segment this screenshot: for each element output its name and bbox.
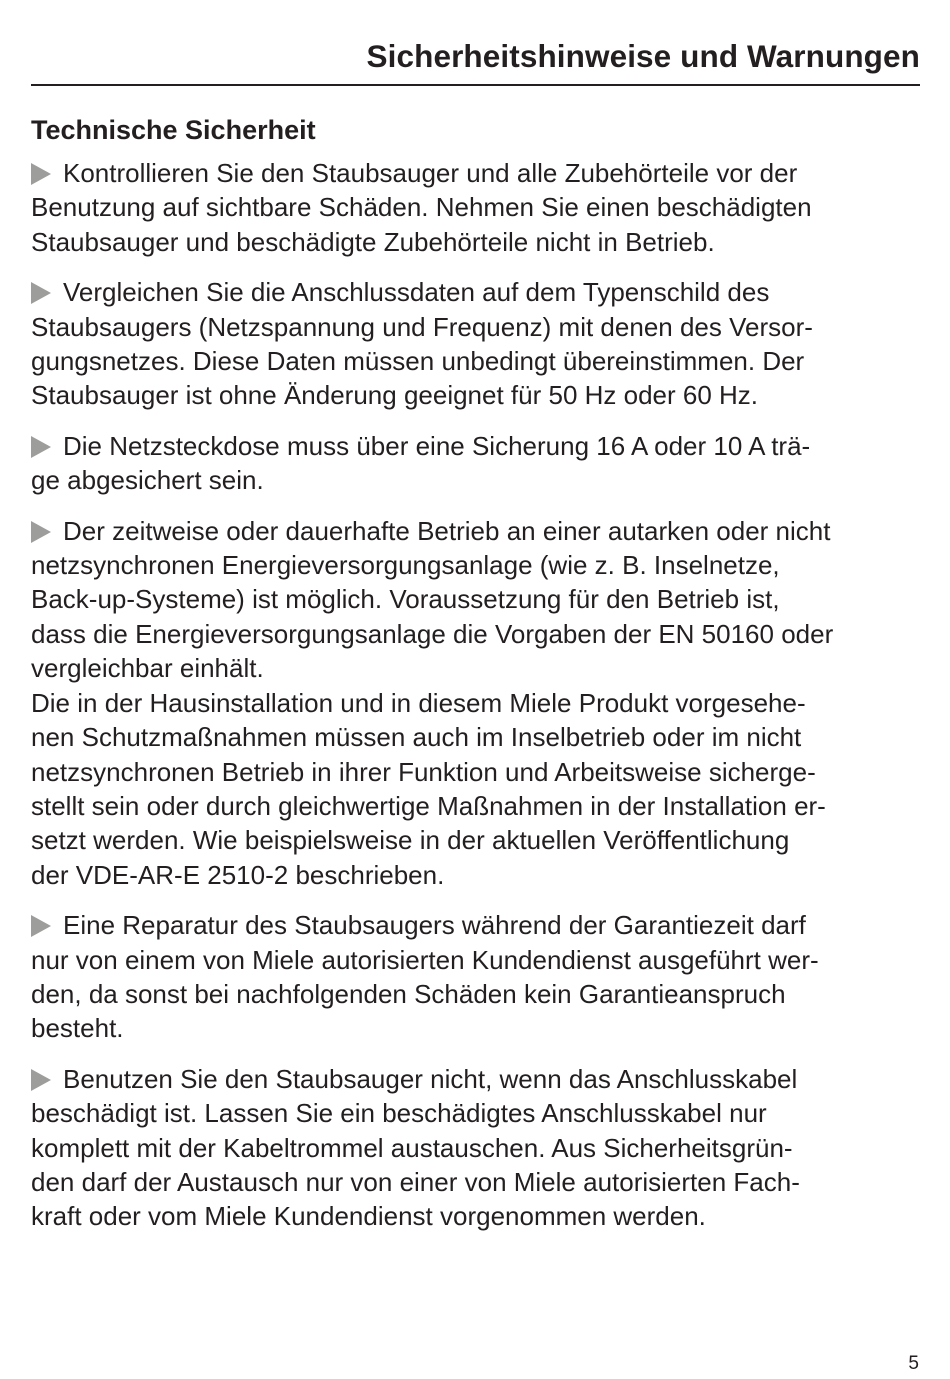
triangle-right-icon — [31, 436, 51, 458]
instruction-line — [31, 789, 924, 823]
instruction-text: komplett mit der Kabeltrommel austauschen. Aus Sicherheitsgrün- — [31, 1132, 793, 1163]
instruction-line — [31, 378, 924, 412]
instruction-line — [31, 429, 924, 463]
instruction-line — [31, 514, 924, 548]
instruction-line — [31, 1165, 924, 1199]
instruction-text: Kontrollieren Sie den Staubsauger und alle Zubehörteile vor der — [63, 158, 798, 188]
instruction-text: den, da sonst bei nachfolgenden Schäden kein Garantieanspruch — [31, 978, 786, 1009]
instruction-text: dass die Energieversorgungsanlage die Vorgaben der EN 50160 oder — [31, 618, 834, 649]
instruction-text: nen Schutzmaßnahmen müssen auch im Inselbetrieb oder im nicht — [31, 722, 802, 753]
safety-instruction — [31, 429, 924, 498]
instruction-line — [31, 823, 924, 857]
instruction-line — [31, 190, 924, 224]
instruction-text: Staubsaugers (Netzspannung und Frequenz) mit denen des Versor- — [31, 311, 813, 342]
instruction-text: besteht. — [31, 1013, 124, 1044]
instruction-text: der VDE-AR-E 2510-2 beschrieben. — [31, 859, 445, 890]
instruction-text: stellt sein oder durch gleichwertige Maßnahmen in der Installation er- — [31, 790, 826, 821]
instruction-text: Die in der Hausinstallation und in diesem Miele Produkt vorgesehe- — [31, 687, 806, 718]
instruction-text: Der zeitweise oder dauerhafte Betrieb an einer autarken oder nicht — [63, 515, 831, 546]
instruction-text: ge abgesichert sein. — [31, 465, 264, 496]
instruction-text: beschädigt ist. Lassen Sie ein beschädigtes Anschlusskabel nur — [31, 1098, 767, 1129]
safety-instruction — [31, 275, 924, 413]
instruction-line — [31, 1199, 924, 1233]
safety-instruction — [31, 156, 924, 259]
triangle-right-icon — [31, 521, 51, 543]
instruction-line — [31, 755, 924, 789]
instruction-text: Benutzen Sie den Staubsauger nicht, wenn das Anschlusskabel — [63, 1063, 798, 1094]
instruction-line — [31, 943, 924, 977]
instruction-text: setzt werden. Wie beispielsweise in der aktuellen Veröffentlichung — [31, 825, 790, 856]
instruction-text: netzsynchronen Energieversorgungsanlage (wie z. B. Inselnetze, — [31, 550, 780, 581]
instruction-line — [31, 344, 924, 378]
page-header — [31, 36, 920, 86]
instruction-line — [31, 720, 924, 754]
safety-instruction — [31, 514, 924, 892]
triangle-right-icon — [31, 282, 51, 304]
instruction-line — [31, 858, 924, 892]
instruction-text: Staubsauger ist ohne Änderung geeignet für 50 Hz oder 60 Hz. — [31, 380, 759, 411]
instruction-text: vergleichbar einhält. — [31, 653, 264, 684]
page-number: 5 — [908, 1353, 919, 1374]
instruction-text: gungsnetzes. Diese Daten müssen unbedingt übereinstimmen. Der — [31, 346, 805, 377]
safety-instruction — [31, 1062, 924, 1234]
instruction-line — [31, 310, 924, 344]
instruction-line — [31, 908, 924, 942]
instruction-line — [31, 617, 924, 651]
instruction-line — [31, 1011, 924, 1045]
instruction-line — [31, 582, 924, 616]
instruction-line — [31, 548, 924, 582]
instruction-line — [31, 1062, 924, 1096]
instruction-text: Staubsauger und beschädigte Zubehörteile nicht in Betrieb. — [31, 226, 715, 257]
instruction-line — [31, 686, 924, 720]
triangle-right-icon — [31, 163, 51, 185]
instruction-line — [31, 977, 924, 1011]
instruction-line — [31, 156, 924, 190]
instruction-line — [31, 275, 924, 309]
instruction-text: kraft oder vom Miele Kundendienst vorgenommen werden. — [31, 1201, 706, 1232]
technical-safety-section — [31, 112, 924, 1250]
instruction-text: den darf der Austausch nur von einer von Miele autorisierten Fach- — [31, 1166, 800, 1197]
instruction-text: nur von einem von Miele autorisierten Kundendienst ausgeführt wer- — [31, 944, 819, 975]
instruction-line — [31, 225, 924, 259]
instruction-text: Vergleichen Sie die Anschlussdaten auf dem Typenschild des — [63, 277, 770, 308]
section-heading: Technische Sicherheit — [31, 115, 316, 145]
instruction-text: Eine Reparatur des Staubsaugers während der Garantiezeit darf — [63, 910, 806, 941]
instruction-text: Benutzung auf sichtbare Schäden. Nehmen Sie einen beschädigten — [31, 192, 812, 223]
triangle-right-icon — [31, 915, 51, 937]
instruction-text: netzsynchronen Betrieb in ihrer Funktion und Arbeitsweise sicherge- — [31, 756, 816, 787]
instruction-line — [31, 651, 924, 685]
instruction-line — [31, 1131, 924, 1165]
triangle-right-icon — [31, 1069, 51, 1091]
safety-instructions-list — [31, 156, 924, 1234]
instruction-text: Die Netzsteckdose muss über eine Sicherung 16 A oder 10 A trä- — [63, 430, 811, 461]
safety-instruction — [31, 908, 924, 1046]
instruction-line — [31, 1096, 924, 1130]
instruction-text: Back-up-Systeme) ist möglich. Voraussetzung für den Betrieb ist, — [31, 584, 780, 615]
instruction-line — [31, 463, 924, 497]
page-title: Sicherheitshinweise und Warnungen — [366, 38, 920, 74]
